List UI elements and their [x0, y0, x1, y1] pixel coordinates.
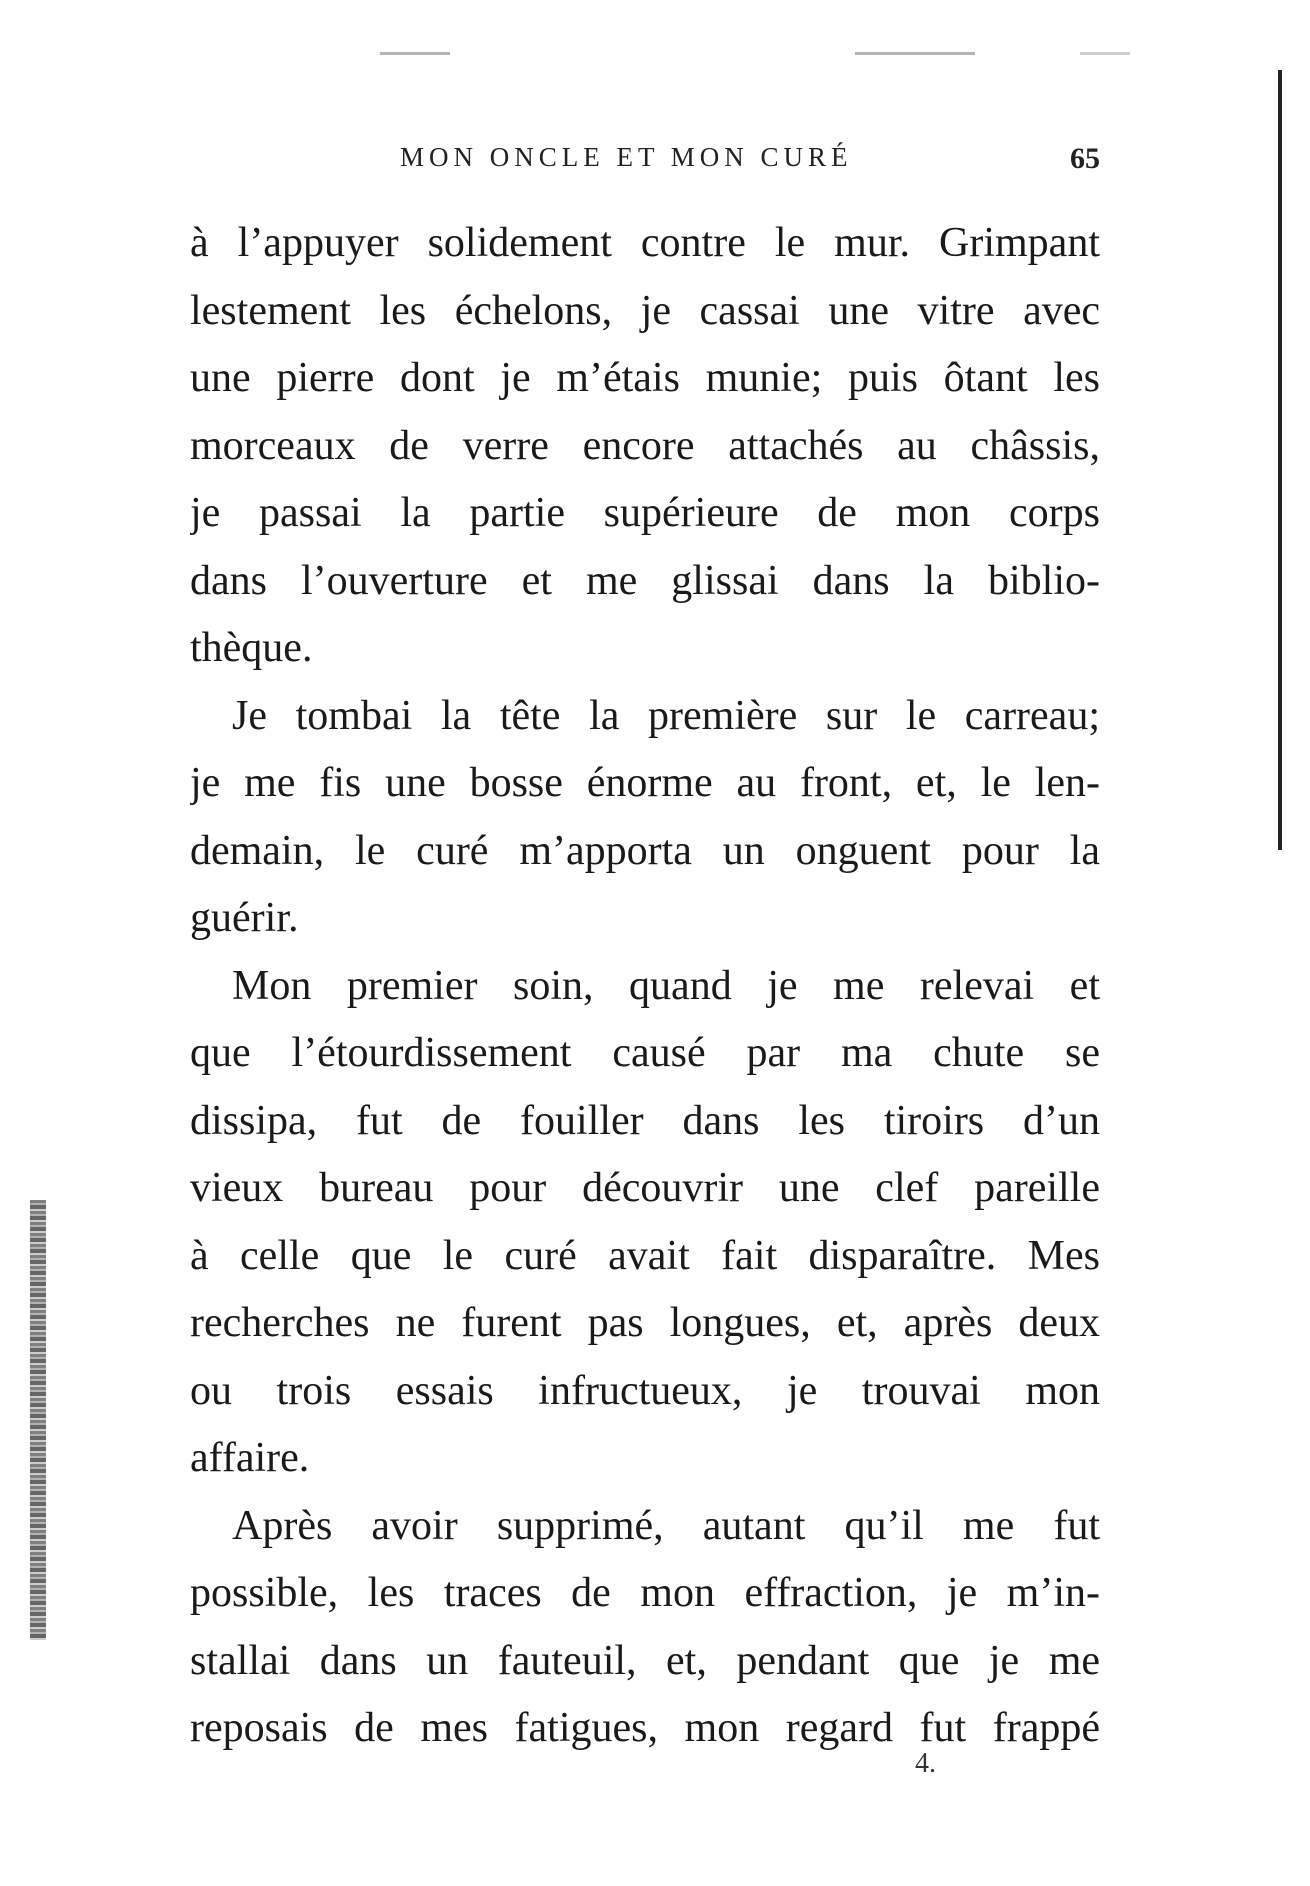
text-line: Après avoir supprimé, autant qu’il me fut	[232, 1502, 1100, 1549]
page-header	[190, 142, 1100, 182]
scan-smudge	[380, 52, 450, 55]
text-line: Je tombai la tête la première sur le carreau;	[232, 692, 1100, 739]
scan-smudge	[855, 52, 975, 55]
text-line: à celle que le curé avait fait disparaître. Mes	[190, 1232, 1100, 1279]
running-title: MON ONCLE ET MON CURÉ	[400, 142, 853, 172]
signature-mark: 4.	[915, 1748, 936, 1779]
text-line: je me fis une bosse énorme au front, et, le len-	[190, 760, 1100, 806]
scan-smudge	[1080, 52, 1130, 55]
text-line: à l’appuyer solidement contre le mur. Grimpant	[190, 220, 1100, 266]
text-line: recherches ne furent pas longues, et, après deux	[190, 1300, 1100, 1346]
text-line: dissipa, fut de fouiller dans les tiroirs d’un	[190, 1097, 1100, 1144]
text-line: demain, le curé m’apporta un onguent pour la	[190, 827, 1100, 874]
text-line: reposais de mes fatigues, mon regard fut frappé	[190, 1705, 1100, 1751]
paragraph	[190, 210, 1100, 683]
text-line: stallai dans un fauteuil, et, pendant que je me	[190, 1637, 1100, 1684]
text-line: possible, les traces de mon effraction, je m’in-	[190, 1570, 1100, 1616]
text-line: guérir.	[190, 895, 299, 941]
text-line: affaire.	[190, 1435, 310, 1481]
paragraph	[190, 683, 1100, 953]
text-line: une pierre dont je m’étais munie; puis ôtant les	[190, 355, 1100, 401]
paragraph	[190, 1493, 1100, 1763]
page-number: 65	[1070, 142, 1100, 175]
text-line: dans l’ouverture et me glissai dans la biblio-	[190, 557, 1100, 604]
page-edge-line	[1278, 70, 1282, 850]
binding-shadow	[30, 1200, 46, 1640]
text-line: je passai la partie supérieure de mon corps	[190, 490, 1100, 536]
text-line: Mon premier soin, quand je me relevai et	[232, 962, 1100, 1009]
paragraph	[190, 953, 1100, 1493]
body-text	[190, 210, 1100, 1763]
text-line: ou trois essais infructueux, je trouvai mon	[190, 1367, 1100, 1414]
text-line: que l’étourdissement causé par ma chute se	[190, 1030, 1100, 1076]
text-line: thèque.	[190, 625, 313, 671]
text-line: morceaux de verre encore attachés au châssis,	[190, 422, 1100, 469]
text-line: vieux bureau pour découvrir une clef pareille	[190, 1165, 1100, 1211]
text-line: lestement les échelons, je cassai une vitre avec	[190, 287, 1100, 334]
